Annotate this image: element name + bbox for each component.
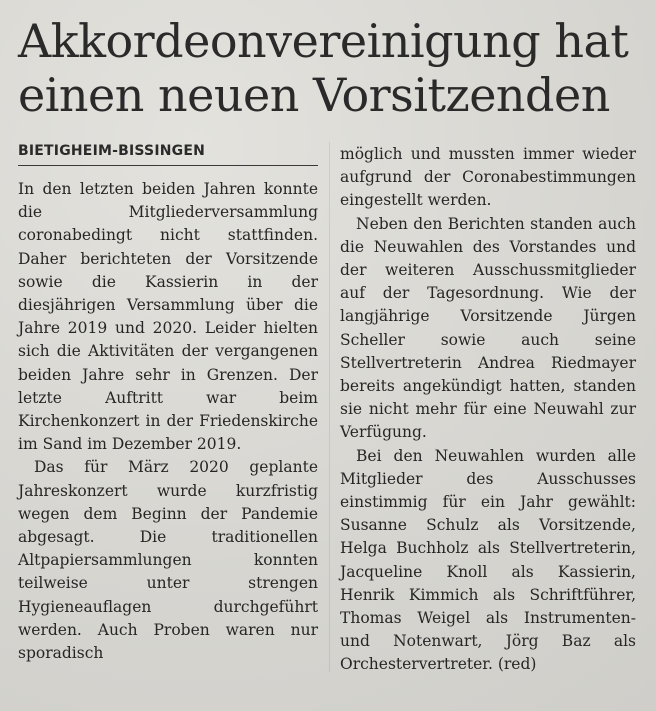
dateline: BIETIGHEIM-BISSINGEN [18, 142, 318, 166]
article-column-left [18, 142, 318, 665]
article-column-right [340, 143, 636, 677]
column-divider [329, 142, 330, 672]
headline [18, 14, 638, 122]
paragraph: Bei den Neuwahlen wurden alle Mitglieder des Ausschusses einstimmig für ein Jahr gewählt: Susanne Schulz als Vorsitzende, Helga Buchholz als Stellvertreterin, Jacqueline Knoll als Kassierin, Henrik Kimmich als Schriftführer, Thomas Weigel als Instrumenten- und Notenwart, Jörg Baz als Orchestervertreter. (red) [340, 446, 636, 674]
paragraph: Das für März 2020 geplante Jahreskonzert wurde kurzfristig wegen dem Beginn der Pandemie abgesagt. Die traditionellen Altpapiersammlungen konnten teilweise unter strengen Hygieneauflagen durchgeführt werden. Auch Proben waren nur sporadisch [18, 458, 318, 663]
paragraph: möglich und mussten immer wieder aufgrund der Coronabestimmungen eingestellt werden. [340, 145, 636, 210]
paragraph: In den letzten beiden Jahren konnte die Mitgliederversammlung coronabedingt nicht stattfinden. Daher berichteten der Vorsitzende sowie die Kassierin in der diesjährigen Versammlung über die Jahre 2019 und 2020. Leider hielten sich die Aktivitäten der vergangenen beiden Jahre sehr in Grenzen. Der letzte Auftritt war beim Kirchenkonzert in der Friedenskirche im Sand im Dezember 2019. [18, 180, 318, 454]
headline-line-2: einen neuen Vorsitzenden [18, 68, 610, 122]
headline-line-1: Akkordeonvereinigung hat [18, 14, 629, 68]
paragraph: Neben den Berichten standen auch die Neuwahlen des Vorstandes und der weiteren Ausschussmitglieder auf der Tagesordnung. Wie der langjährige Vorsitzende Jürgen Scheller sowie auch seine Stellvertreterin Andrea Riedmayer bereits angekündigt hatten, standen sie nicht mehr für eine Neuwahl zur Verfügung. [340, 214, 636, 442]
